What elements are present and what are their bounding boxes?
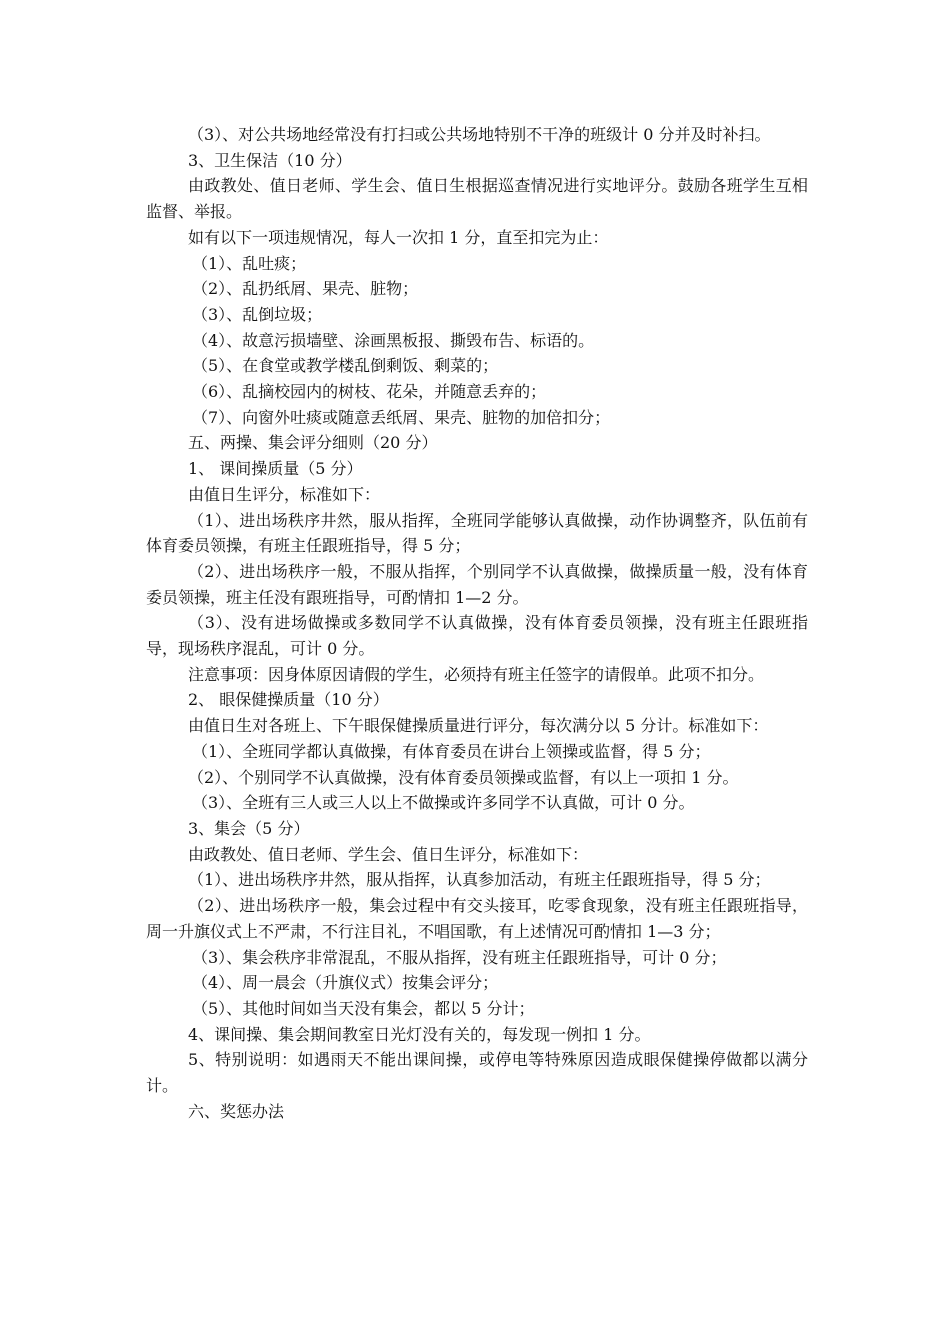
list-item: （3）、集会秩序非常混乱，不服从指挥，没有班主任跟班指导，可计 0 分； <box>192 947 727 967</box>
paragraph: 由政教处、值日老师、学生会、值日生根据巡查情况进行实地评分。鼓励各班学生互相监督、举报。 <box>146 176 808 222</box>
list-item: （5）、其他时间如当天没有集会，都以 5 分计； <box>192 998 535 1018</box>
list-item: （1）、乱吐痰； <box>192 253 307 273</box>
list-item: （2）、进出场秩序一般，集会过程中有交头接耳，吃零食现象，没有班主任跟班指导，周一升旗仪式上不严肃，不行注目礼，不唱国歌，有上述情况可酌情扣 1—3 分； <box>146 896 808 941</box>
list-item: （4）、周一晨会（升旗仪式）按集会评分； <box>192 973 499 993</box>
list-item: （7）、向窗外吐痰或随意丢纸屑、果壳、脏物的加倍扣分； <box>192 407 611 427</box>
paragraph: 由值日生评分，标准如下： <box>188 484 381 504</box>
list-item: （5）、在食堂或教学楼乱倒剩饭、剩菜的； <box>192 356 499 376</box>
paragraph: 4、课间操、集会期间教室日光灯没有关的，每发现一例扣 1 分。 <box>188 1024 651 1044</box>
document-body <box>146 122 808 1124</box>
section-heading: 3、卫生保洁（10 分） <box>188 150 352 170</box>
list-item: （1）、全班同学都认真做操，有体育委员在讲台上领操或监督，得 5 分； <box>192 741 711 761</box>
section-heading: 五、两操、集会评分细则（20 分） <box>188 433 438 453</box>
list-item: （6）、乱摘校园内的树枝、花朵，并随意丢弃的； <box>192 382 547 402</box>
paragraph: 5、特别说明：如遇雨天不能出课间操，或停电等特殊原因造成眼保健操停做都以满分计。 <box>146 1050 808 1096</box>
list-item: （1）、进出场秩序井然，服从指挥，认真参加活动，有班主任跟班指导，得 5 分； <box>188 870 771 890</box>
list-item: （1）、进出场秩序井然，服从指挥，全班同学能够认真做操，动作协调整齐，队伍前有体育委员领操，有班主任跟班指导，得 5 分； <box>146 510 808 556</box>
section-heading: 1、 课间操质量（5 分） <box>188 459 363 479</box>
paragraph: （3）、对公共场地经常没有打扫或公共场地特别不干净的班级计 0 分并及时补扫。 <box>188 125 771 144</box>
list-item: （2）、个别同学不认真做操，没有体育委员领操或监督，有以上一项扣 1 分。 <box>188 767 739 787</box>
list-item: （3）、乱倒垃圾； <box>192 304 323 324</box>
list-item: （2）、乱扔纸屑、果壳、脏物； <box>192 279 419 299</box>
section-heading: 六、奖惩办法 <box>188 1101 285 1121</box>
paragraph: 由值日生对各班上、下午眼保健操质量进行评分，每次满分以 5 分计。标准如下： <box>188 716 769 736</box>
list-item: （3）、没有进场做操或多数同学不认真做操，没有体育委员领操，没有班主任跟班指导，现场秩序混乱，可计 0 分。 <box>146 613 808 659</box>
list-item: （4）、故意污损墙壁、涂画黑板报、撕毁布告、标语的。 <box>192 330 595 350</box>
list-item: （3）、全班有三人或三人以上不做操或许多同学不认真做，可计 0 分。 <box>192 793 695 813</box>
paragraph: 注意事项：因身体原因请假的学生，必须持有班主任签字的请假单。此项不扣分。 <box>188 664 765 684</box>
section-heading: 2、 眼保健操质量（10 分） <box>188 690 389 710</box>
section-heading: 3、集会（5 分） <box>188 818 310 838</box>
list-item: （2）、进出场秩序一般，不服从指挥，个别同学不认真做操，做操质量一般，没有体育委员领操，班主任没有跟班指导，可酌情扣 1—2 分。 <box>146 561 808 607</box>
paragraph: 如有以下一项违规情况，每人一次扣 1 分，直至扣完为止： <box>188 227 609 247</box>
paragraph: 由政教处、值日老师、学生会、值日生评分，标准如下： <box>188 844 589 864</box>
